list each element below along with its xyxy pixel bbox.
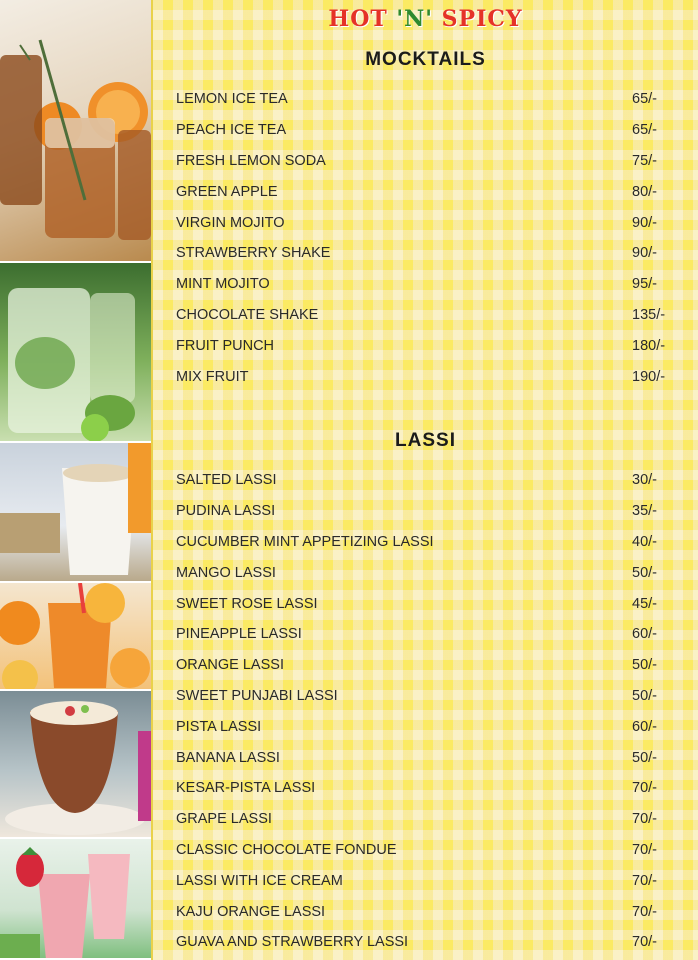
photo-strip [0, 0, 153, 960]
menu-item-row [176, 496, 676, 527]
mojito-illustration [0, 263, 151, 443]
menu-item-price: 50/- [632, 749, 657, 766]
menu-item-name: KESAR-PISTA LASSI [176, 780, 316, 797]
menu-item-row [176, 865, 676, 896]
menu-item-name: FRESH LEMON SODA [176, 152, 326, 169]
menu-item-name: GUAVA AND STRAWBERRY LASSI [176, 934, 409, 951]
menu-item-price: 70/- [632, 780, 657, 797]
menu-item-row [176, 465, 676, 496]
menu-item-name: CUCUMBER MINT APPETIZING LASSI [176, 533, 434, 550]
menu-item-row [176, 804, 676, 835]
strawberry-shake-photo [0, 839, 151, 960]
menu-item-row [176, 330, 676, 361]
menu-item-price: 70/- [632, 903, 657, 920]
menu-item-row [176, 557, 676, 588]
menu-item-price: 50/- [632, 657, 657, 674]
menu-item-row [176, 650, 676, 681]
kulhad-lassi-photo [0, 691, 151, 839]
menu-item-name: LEMON ICE TEA [176, 91, 288, 108]
menu-item-price: 90/- [632, 214, 657, 231]
menu-item-row [176, 115, 676, 146]
menu-item-row [176, 238, 676, 269]
menu-item-row [176, 773, 676, 804]
menu-item-price: 95/- [632, 276, 657, 293]
menu-item-row [176, 742, 676, 773]
menu-item-price: 65/- [632, 122, 657, 139]
menu-item-price: 50/- [632, 564, 657, 581]
brand-hot: HOT [328, 6, 397, 32]
menu-item-name: PINEAPPLE LASSI [176, 626, 302, 643]
menu-item-name: PUDINA LASSI [176, 503, 276, 520]
menu-item-row [176, 619, 676, 650]
menu-item-row [176, 588, 676, 619]
menu-item-row [176, 300, 676, 331]
lassi-glass-photo [0, 443, 151, 583]
menu-item-row [176, 361, 676, 392]
menu-item-row [176, 835, 676, 866]
menu-item-name: PISTA LASSI [176, 718, 262, 735]
menu-item-price: 90/- [632, 245, 657, 262]
menu-item-row [176, 84, 676, 115]
menu-item-row [176, 207, 676, 238]
lassi-list [176, 465, 676, 958]
menu-item-name: MANGO LASSI [176, 564, 276, 581]
section-title-mocktails: MOCKTAILS [365, 49, 486, 70]
menu-item-row [176, 176, 676, 207]
menu-item-price: 60/- [632, 718, 657, 735]
mocktails-list [176, 84, 676, 392]
menu-item-row [176, 527, 676, 558]
menu-item-price: 70/- [632, 811, 657, 828]
iced-tea-photo [0, 0, 151, 263]
menu-item-name: CHOCOLATE SHAKE [176, 306, 319, 323]
menu-item-price: 35/- [632, 503, 657, 520]
menu-item-row [176, 711, 676, 742]
menu-item-name: PEACH ICE TEA [176, 122, 287, 139]
menu-item-name: SALTED LASSI [176, 472, 277, 489]
menu-item-row [176, 927, 676, 958]
menu-item-row [176, 896, 676, 927]
brand-spicy: SPICY [432, 6, 523, 32]
orange-shake-illustration [0, 583, 151, 691]
menu-item-price: 45/- [632, 595, 657, 612]
menu-item-name: STRAWBERRY SHAKE [176, 245, 331, 262]
iced-tea-illustration [0, 0, 151, 263]
menu-item-price: 30/- [632, 472, 657, 489]
mojito-photo [0, 263, 151, 443]
orange-shake-photo [0, 583, 151, 691]
lassi-glass-illustration [0, 443, 151, 583]
menu-item-name: CLASSIC CHOCOLATE FONDUE [176, 841, 397, 858]
menu-item-price: 50/- [632, 687, 657, 704]
menu-item-row [176, 146, 676, 177]
menu-item-price: 70/- [632, 872, 657, 889]
menu-item-name: GREEN APPLE [176, 183, 278, 200]
restaurant-name [153, 6, 698, 32]
brand-n: 'N' [396, 6, 433, 32]
section-title-lassi: LASSI [395, 430, 456, 451]
menu-item-name: LASSI WITH ICE CREAM [176, 872, 343, 889]
menu-item-price: 40/- [632, 533, 657, 550]
menu-item-name: ORANGE LASSI [176, 657, 284, 674]
menu-item-name: SWEET ROSE LASSI [176, 595, 318, 612]
strawberry-shake-illustration [0, 839, 151, 960]
menu-item-row [176, 269, 676, 300]
menu-item-price: 135/- [632, 306, 666, 323]
menu-item-name: VIRGIN MOJITO [176, 214, 285, 231]
menu-item-price: 190/- [632, 368, 666, 385]
menu-item-name: BANANA LASSI [176, 749, 280, 766]
menu-item-price: 70/- [632, 934, 657, 951]
menu-item-name: KAJU ORANGE LASSI [176, 903, 326, 920]
menu-item-price: 180/- [632, 337, 666, 354]
menu-item-name: MIX FRUIT [176, 368, 249, 385]
menu-item-name: FRUIT PUNCH [176, 337, 275, 354]
menu-item-name: MINT MOJITO [176, 276, 270, 293]
menu-item-name: SWEET PUNJABI LASSI [176, 687, 338, 704]
menu-item-name: GRAPE LASSI [176, 811, 272, 828]
menu-item-price: 70/- [632, 841, 657, 858]
menu-item-price: 75/- [632, 152, 657, 169]
menu-panel [153, 0, 698, 960]
menu-item-price: 65/- [632, 91, 657, 108]
kulhad-lassi-illustration [0, 691, 151, 839]
menu-item-price: 60/- [632, 626, 657, 643]
menu-item-row [176, 681, 676, 712]
menu-item-price: 80/- [632, 183, 657, 200]
